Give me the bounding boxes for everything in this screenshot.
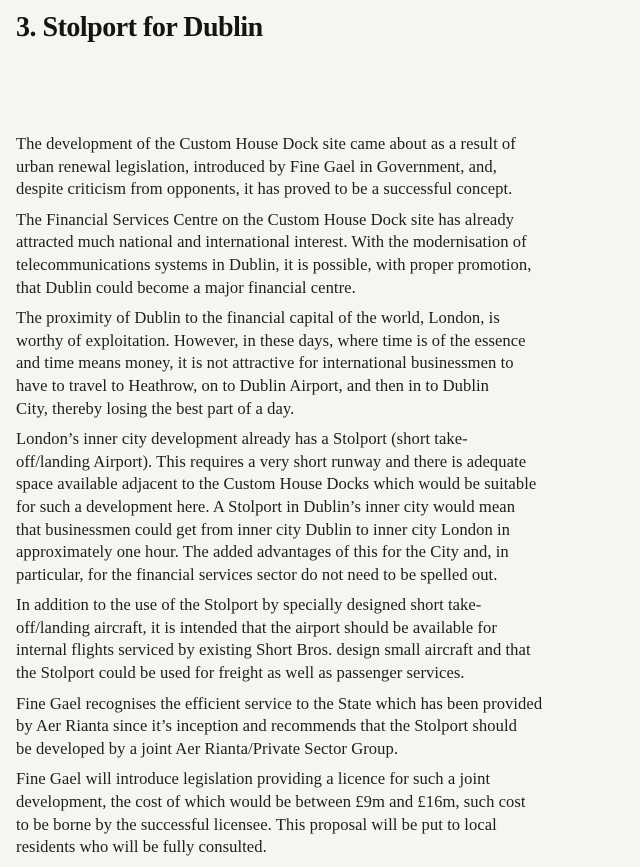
text-line: In addition to the use of the Stolport by specially designed short take- — [16, 595, 482, 615]
paragraph — [16, 693, 632, 761]
text-line: particular, for the financial services sector do not need to be spelled out. — [16, 564, 498, 584]
paragraph — [16, 133, 632, 201]
text-line: The proximity of Dublin to the financial capital of the world, London, is — [16, 308, 500, 328]
text-line: London’s inner city development already has a Stolport (short take- — [16, 429, 468, 449]
section-heading: 3. Stolport for Dublin — [16, 12, 263, 43]
text-line: The Financial Services Centre on the Custom House Dock site has already — [16, 209, 515, 229]
text-line: space available adjacent to the Custom House Docks which would be suitable — [16, 474, 537, 494]
paragraph — [16, 428, 632, 586]
text-line: City, thereby losing the best part of a day. — [16, 398, 295, 418]
text-line: have to travel to Heathrow, on to Dublin Airport, and then in to Dublin — [16, 375, 490, 395]
text-line: approximately one hour. The added advantages of this for the City and, in — [16, 542, 509, 562]
text-line: development, the cost of which would be between £9m and £16m, such cost — [16, 792, 526, 812]
text-line: off/landing Airport). This requires a very short runway and there is adequate — [16, 451, 527, 471]
text-line: Fine Gael will introduce legislation providing a licence for such a joint — [16, 769, 491, 789]
text-line: the Stolport could be used for freight as well as passenger services. — [16, 663, 465, 683]
text-line: urban renewal legislation, introduced by Fine Gael in Government, and, — [16, 156, 497, 176]
text-line: The development of the Custom House Dock site came about as a result of — [16, 134, 516, 153]
text-line: by Aer Rianta since it’s inception and recommends that the Stolport should — [16, 716, 517, 736]
paragraph — [16, 594, 632, 684]
text-line: to be borne by the successful licensee. This proposal will be put to local — [16, 814, 497, 834]
text-line: internal flights serviced by existing Short Bros. design small aircraft and that — [16, 640, 531, 660]
text-line: for such a development here. A Stolport in Dublin’s inner city would mean — [16, 496, 516, 516]
text-line: that Dublin could become a major financial centre. — [16, 277, 356, 297]
body-text — [16, 133, 632, 867]
text-line: telecommunications systems in Dublin, it is possible, with proper promotion, — [16, 254, 532, 274]
text-line: be developed by a joint Aer Rianta/Private Sector Group. — [16, 738, 399, 758]
text-line: despite criticism from opponents, it has proved to be a successful concept. — [16, 179, 513, 199]
text-line: and time means money, it is not attractive for international businessmen to — [16, 353, 514, 373]
text-line: off/landing aircraft, it is intended that the airport should be available for — [16, 617, 497, 637]
text-line: that businessmen could get from inner city Dublin to inner city London in — [16, 519, 510, 539]
text-line: Fine Gael recognises the efficient service to the State which has been provided — [16, 693, 543, 713]
text-line: residents who will be fully consulted. — [16, 837, 267, 857]
paragraph — [16, 209, 632, 299]
paragraph — [16, 768, 632, 858]
text-line: attracted much national and international interest. With the modernisation of — [16, 232, 527, 252]
paragraph — [16, 307, 632, 420]
text-line: worthy of exploitation. However, in these days, where time is of the essence — [16, 330, 526, 350]
